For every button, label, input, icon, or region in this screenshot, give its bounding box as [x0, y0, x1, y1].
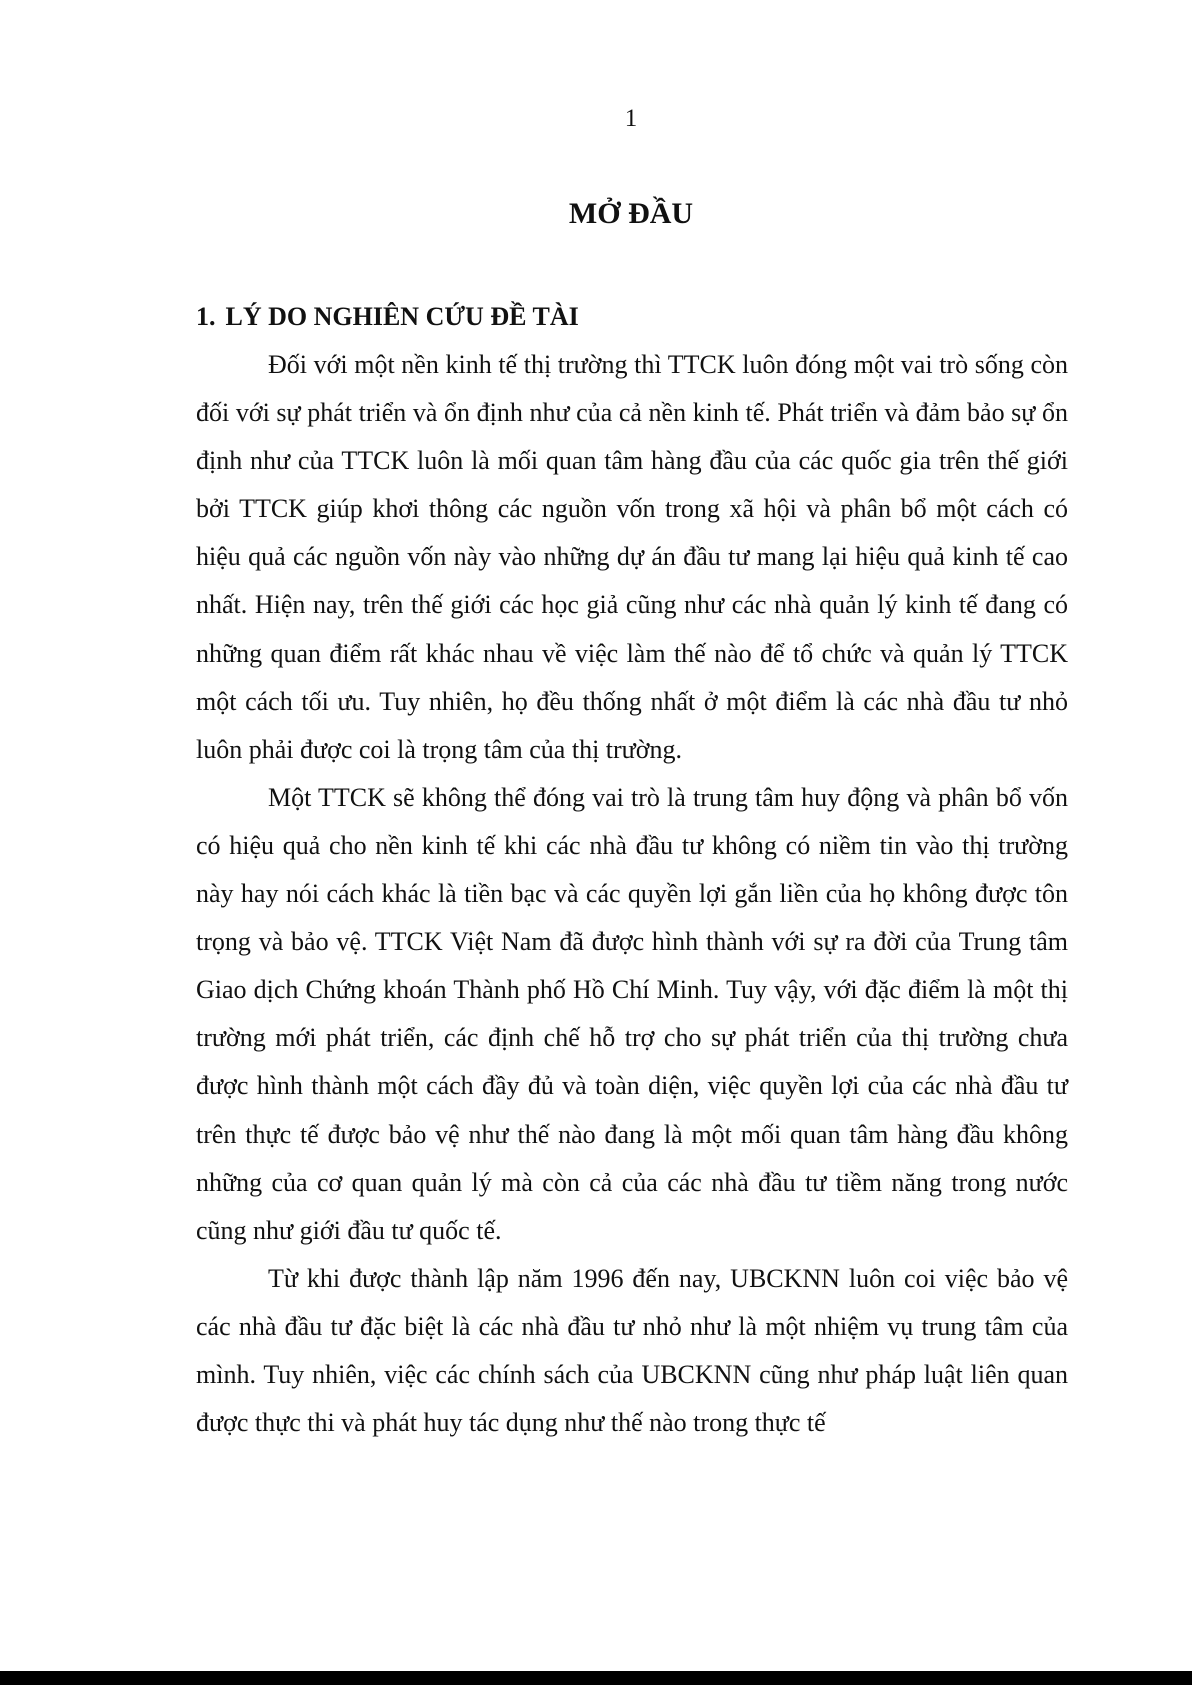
paragraph: Từ khi được thành lập năm 1996 đến nay, UBCKNN luôn coi việc bảo vệ các nhà đầu tư đặc biệt là các nhà đầu tư nhỏ như là một nhiệm vụ trung tâm của mình. Tuy nhiên, việc các chính sách của UBCKNN cũng như pháp luật liên quan được thực thi và phát huy tác dụng như thế nào trong thực tế	[196, 1263, 1068, 1438]
section-heading-text: LÝ DO NGHIÊN CỨU ĐỀ TÀI	[225, 302, 579, 331]
paragraph: Một TTCK sẽ không thể đóng vai trò là trung tâm huy động và phân bổ vốn có hiệu quả cho nền kinh tế khi các nhà đầu tư không có niềm tin vào thị trường này hay nói cách khác là tiền bạc và các quyền lợi gắn liền của họ không được tôn trọng và bảo vệ. TTCK Việt Nam đã được hình thành với sự ra đời của Trung tâm Giao dịch Chứng khoán Thành phố Hồ Chí Minh. Tuy vậy, với đặc điểm là một thị trường mới phát triển, các định chế hỗ trợ cho sự phát triển của thị trường chưa được hình thành một cách đầy đủ và toàn diện, việc quyền lợi của các nhà đầu tư trên thực tế được bảo vệ như thế nào đang là một mối quan tâm hàng đầu không những của cơ quan quản lý mà còn cả của các nhà đầu tư tiềm năng trong nước cũng như giới đầu tư quốc tế.	[196, 782, 1068, 1245]
document-title: MỞ ĐẦU	[568, 197, 694, 230]
page-number: 1	[624, 105, 638, 132]
page-bottom-edge	[0, 1671, 1192, 1685]
section-heading	[196, 300, 579, 334]
section-number: 1.	[196, 302, 216, 331]
body-text	[196, 341, 1068, 1447]
paragraph: Đối với một nền kinh tế thị trường thì TTCK luôn đóng một vai trò sống còn đối với sự phát triển và ổn định như của cả nền kinh tế. Phát triển và đảm bảo sự ổn định như của TTCK luôn là mối quan tâm hàng đầu của các quốc gia trên thế giới bởi TTCK giúp khơi thông các nguồn vốn trong xã hội và phân bổ một cách có hiệu quả các nguồn vốn này vào những dự án đầu tư mang lại hiệu quả kinh tế cao nhất. Hiện nay, trên thế giới các học giả cũng như các nhà quản lý kinh tế đang có những quan điểm rất khác nhau về việc làm thế nào để tổ chức và quản lý TTCK một cách tối ưu. Tuy nhiên, họ đều thống nhất ở một điểm là các nhà đầu tư nhỏ luôn phải được coi là trọng tâm của thị trường.	[196, 350, 1068, 764]
